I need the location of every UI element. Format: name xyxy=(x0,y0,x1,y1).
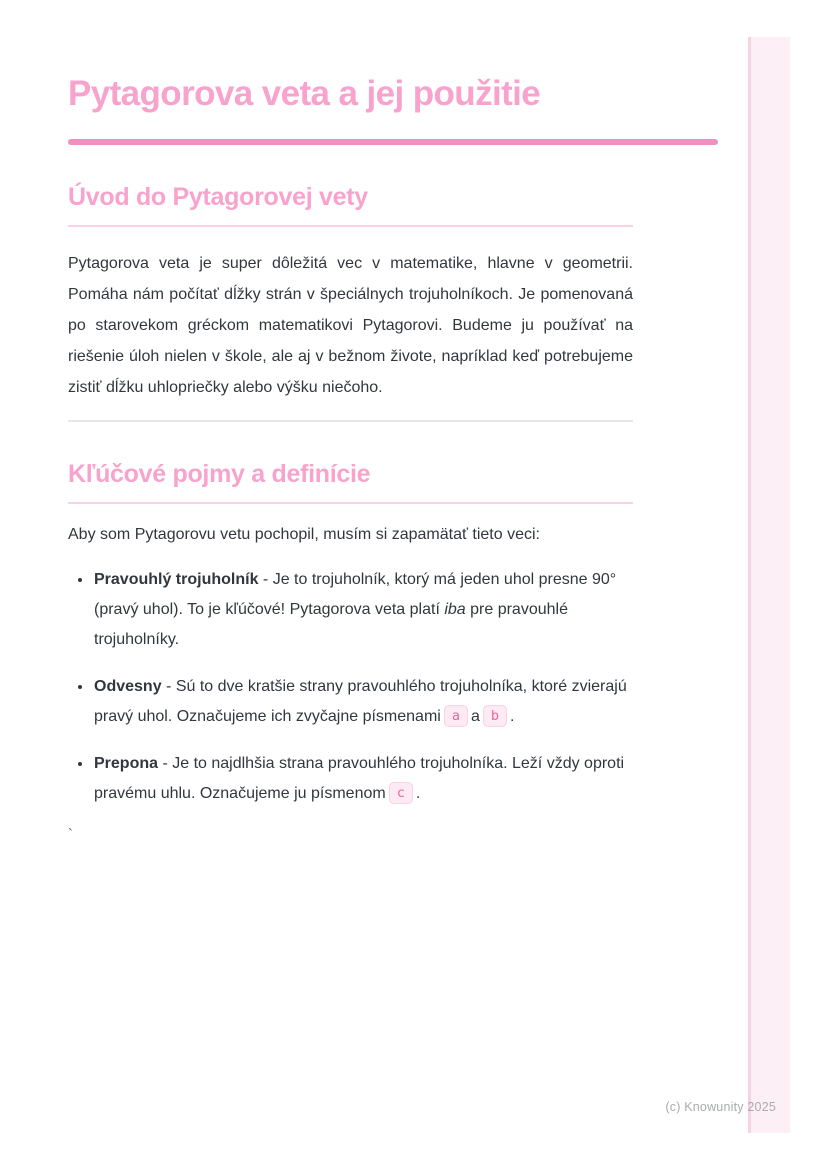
code-chip-c: c xyxy=(389,782,413,804)
right-pink-stripe xyxy=(748,37,790,1133)
key-terms-list xyxy=(68,565,633,809)
term-separator: - xyxy=(158,755,173,772)
term-definition-mid: a xyxy=(470,708,480,725)
term-label: Prepona xyxy=(94,755,159,772)
intro-paragraph: Pytagorova veta je super dôležitá vec v matematike, hlavne v geometrii. Pomáha nám počítať dĺžky strán v špeciálnych trojuholníkoch. Je pomenovaná po starovekom gréckom matematikovi Pytagorovi. Budeme ju používať na riešenie úloh nielen v škole, ale aj v bežnom živote, napríklad keď potrebujeme zistiť dĺžku uhlopriečky alebo výšku niečoho. xyxy=(68,255,633,396)
title-rule xyxy=(68,139,718,145)
term-label: Odvesny xyxy=(94,678,162,695)
term-definition-end: . xyxy=(510,708,515,725)
section-heading-pojmy: Kľúčové pojmy a definície xyxy=(68,460,371,488)
list-item-pravouhly-trojuholnik xyxy=(93,565,633,655)
section-divider xyxy=(68,420,633,422)
footer-credit: (c) Knowunity 2025 xyxy=(665,1100,776,1114)
term-definition-end: pre pravouhlé trojuholníky. xyxy=(94,601,568,648)
list-item-odvesny xyxy=(93,672,633,732)
term-label: Pravouhlý trojuholník xyxy=(94,571,259,588)
list-intro-text: Aby som Pytagorovu vetu pochopil, musím si zapamätať tieto veci: xyxy=(68,526,540,543)
term-separator: - xyxy=(258,571,273,588)
section-heading-uvod: Úvod do Pytagorovej vety xyxy=(68,183,368,211)
term-definition: Je to najdlhšia strana pravouhlého trojuholníka. Leží vždy oproti pravému uhlu. Označujeme ju písmenom xyxy=(94,755,625,802)
stray-backtick: ` xyxy=(68,826,73,843)
code-chip-b: b xyxy=(483,705,507,727)
term-separator: - xyxy=(161,678,176,695)
italic-word: iba xyxy=(444,601,466,618)
heading-underline xyxy=(68,502,633,504)
list-item-prepona xyxy=(93,749,633,809)
term-definition-end: . xyxy=(415,785,421,802)
heading-underline xyxy=(68,225,633,227)
term-definition: Sú to dve kratšie strany pravouhlého trojuholníka, ktoré zvierajú pravý uhol. Označujeme ich zvyčajne písmenami xyxy=(94,678,627,725)
code-chip-a: a xyxy=(444,705,468,727)
content-column xyxy=(68,0,633,843)
term-definition: Je to trojuholník, ktorý má jeden uhol presne 90° (pravý uhol). To je kľúčové! Pytagorova veta platí xyxy=(94,571,617,618)
page-title: Pytagorova veta a jej použitie xyxy=(68,74,541,113)
